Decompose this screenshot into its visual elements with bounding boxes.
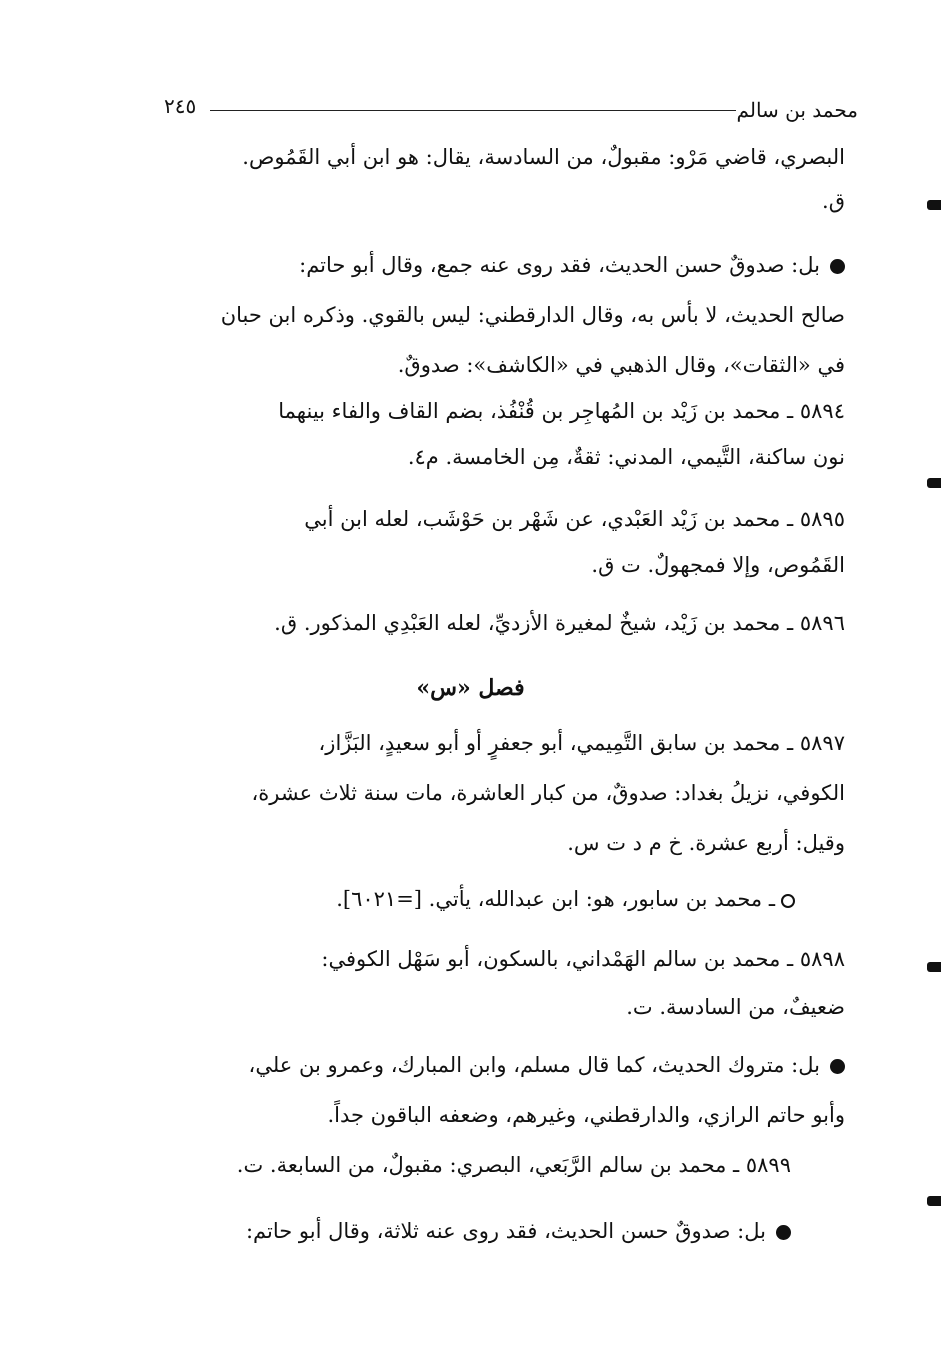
text-line: بل: متروك الحديث، كما قال مسلم، وابن المبارك، وعمرو بن علي،	[155, 1040, 845, 1090]
text-line: ـ محمد بن سابور، هو: ابن عبدالله، يأتي. [=٦٠٢١].	[155, 874, 795, 924]
entry-5898	[155, 934, 845, 1032]
text-line: نون ساكنة، التَّيمي، المدني: ثقةٌ، مِن الخامسة. م٤.	[407, 445, 845, 469]
entry-5894	[155, 386, 845, 482]
header-title: محمد بن سالم	[736, 98, 858, 122]
header-rule	[210, 110, 736, 111]
entry-5897	[155, 718, 845, 868]
commentary-paragraph	[155, 240, 845, 390]
entry-5896	[155, 598, 845, 648]
text-line: ٥٨٩٦ ـ محمد بن زَيْد، شيخٌ لمغيرة الأزديِّ، لعله العَبْدِي المذكور. ق.	[274, 611, 845, 635]
edge-mark	[927, 1196, 941, 1206]
running-header	[140, 92, 858, 132]
text-line: في «الثقات»، وقال الذهبي في «الكاشف»: صدوقٌ.	[397, 353, 845, 377]
cross-reference-entry	[155, 874, 795, 924]
text-line: وقيل: أربع عشرة. خ م د ت س.	[567, 831, 845, 855]
text-line: ٥٨٩٤ ـ محمد بن زَيْد بن المُهاجِر بن قُنْفُذ، بضم القاف والفاء بينهما	[278, 399, 845, 423]
text-line: ضعيفٌ، من السادسة. ت.	[626, 995, 845, 1019]
text-line: ٥٨٩٩ ـ محمد بن سالم الرَّبَعي، البصري: مقبولٌ، من السابعة. ت.	[236, 1153, 791, 1177]
edge-mark	[927, 200, 941, 210]
text-line: وأبو حاتم الرازي، والدارقطني، وغيرهم، وضعفه الباقون جداً.	[327, 1103, 845, 1127]
entry-continuation	[155, 132, 845, 226]
edge-mark	[927, 478, 941, 488]
text-line: بل: صدوقٌ حسن الحديث، فقد روى عنه جمع، وقال أبو حاتم:	[155, 240, 845, 290]
entry-5895	[155, 494, 845, 590]
text-line: بل: صدوقٌ حسن الحديث، فقد روى عنه ثلاثة، وقال أبو حاتم:	[151, 1206, 791, 1256]
text-line: الكوفي، نزيلُ بغداد: صدوقٌ، من كبار العاشرة، مات سنة ثلاث عشرة،	[251, 781, 845, 805]
commentary-paragraph	[155, 1040, 845, 1140]
bullet-icon	[776, 1225, 791, 1240]
text-line: ٥٨٩٨ ـ محمد بن سالم الهَمْداني، بالسكون، أبو سَهْل الكوفي:	[321, 947, 845, 971]
text-line: البصري، قاضي مَرْو: مقبولٌ، من السادسة، يقال: هو ابن أبي القَمُوص.	[242, 145, 845, 169]
section-title: فصل «س»	[416, 675, 525, 701]
bullet-icon	[830, 259, 845, 274]
text-line: صالح الحديث، لا بأس به، وقال الدارقطني: ليس بالقوي. وذكره ابن حبان	[220, 303, 845, 327]
text-line: ٥٨٩٥ ـ محمد بن زَيْد العَبْدي، عن شَهْر بن حَوْشَب، لعله ابن أبي	[304, 507, 845, 531]
entry-5899	[151, 1140, 791, 1190]
page-number: ٢٤٥	[164, 94, 197, 118]
commentary-paragraph	[151, 1206, 791, 1256]
bullet-icon	[830, 1059, 845, 1074]
hollow-circle-icon	[781, 894, 795, 908]
text-line: القَمُوص، وإلا فمجهولٌ. ت ق.	[591, 553, 845, 577]
text-line: ٥٨٩٧ ـ محمد بن سابق التَّمِيمي، أبو جعفرٍ أو أبو سعيدٍ، البَزَّاز،	[318, 731, 845, 755]
edge-mark	[927, 962, 941, 972]
text-line: ق.	[822, 189, 845, 213]
